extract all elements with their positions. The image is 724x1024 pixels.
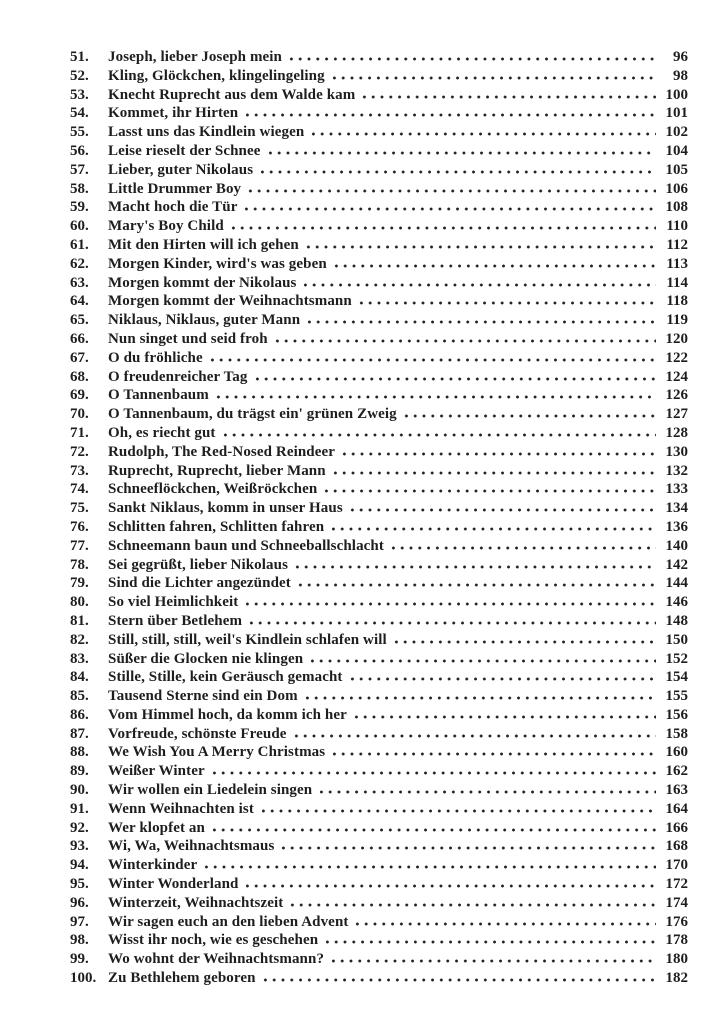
toc-entry-number: 85.	[70, 688, 89, 705]
toc-entry-title: Sankt Niklaus, komm in unser Haus	[108, 500, 343, 517]
toc-entry-page: 162	[665, 763, 688, 780]
dot-leader	[243, 602, 656, 606]
toc-row	[70, 387, 688, 406]
toc-entry-title: Wi, Wa, Weihnachtsmaus	[108, 838, 275, 855]
toc-row	[70, 444, 688, 463]
dot-leader	[305, 320, 656, 324]
toc-entry-number: 84.	[70, 669, 89, 686]
toc-entry-title: Vom Himmel hoch, da komm ich her	[108, 706, 347, 723]
toc-entry-number: 68.	[70, 368, 89, 385]
toc-entry-title: Kommet, ihr Hirten	[108, 105, 239, 122]
dot-leader	[242, 207, 656, 211]
toc-entry-page: 132	[665, 462, 688, 479]
toc-entry-page: 160	[665, 744, 688, 761]
toc-entry-page: 120	[665, 330, 688, 347]
toc-entry-number: 100.	[70, 970, 97, 987]
toc-row	[70, 613, 688, 632]
toc-entry-title: Morgen Kinder, wird's was geben	[108, 255, 327, 272]
dot-leader	[296, 583, 656, 587]
dot-leader	[348, 677, 656, 681]
toc-entry-title: Wo wohnt der Weihnachtsmann?	[108, 951, 325, 968]
toc-entry-title: O du fröhliche	[108, 349, 203, 366]
toc-entry-number: 77.	[70, 537, 89, 554]
toc-row	[70, 876, 688, 895]
toc-row	[70, 744, 688, 763]
toc-entry-page: 144	[665, 575, 688, 592]
toc-entry-page: 170	[665, 857, 688, 874]
toc-row	[70, 895, 688, 914]
toc-entry-number: 99.	[70, 951, 89, 968]
toc-entry-title: Knecht Ruprecht aus dem Walde kam	[108, 86, 356, 103]
toc-entry-title: Mit den Hirten will ich gehen	[108, 236, 299, 253]
toc-entry-title: Winter Wonderland	[108, 876, 239, 893]
toc-entry-title: Sei gegrüßt, lieber Nikolaus	[108, 556, 289, 573]
dot-leader	[279, 846, 656, 850]
toc-entry-title: Stille, Stille, kein Geräusch gemacht	[108, 669, 343, 686]
toc-entry-page: 119	[666, 312, 688, 329]
toc-entry-number: 65.	[70, 312, 89, 329]
toc-entry-title: Oh, es riecht gut	[108, 424, 216, 441]
toc-entry-title: O freudenreicher Tag	[108, 368, 248, 385]
dot-leader	[208, 358, 656, 362]
dot-leader	[402, 414, 656, 418]
toc-entry-page: 110	[666, 218, 688, 235]
dot-leader	[392, 640, 656, 644]
dot-leader	[329, 959, 656, 963]
dot-leader	[288, 903, 656, 907]
toc-row	[70, 105, 688, 124]
toc-entry-page: 106	[665, 180, 688, 197]
dot-leader	[301, 283, 656, 287]
toc-entry-number: 92.	[70, 819, 89, 836]
toc-row	[70, 256, 688, 275]
toc-entry-number: 56.	[70, 142, 89, 159]
dot-leader	[261, 978, 656, 982]
toc-entry-page: 126	[665, 387, 688, 404]
toc-row	[70, 481, 688, 500]
toc-row	[70, 951, 688, 970]
dot-leader	[308, 659, 656, 663]
toc-entry-number: 71.	[70, 424, 89, 441]
toc-entry-number: 97.	[70, 913, 89, 930]
toc-entry-page: 118	[666, 293, 688, 310]
toc-entry-page: 101	[665, 105, 688, 122]
toc-entry-number: 91.	[70, 800, 89, 817]
toc-entry-page: 96	[673, 49, 688, 65]
dot-leader	[357, 301, 656, 305]
toc-row	[70, 801, 688, 820]
toc-entry-title: Süßer die Glocken nie klingen	[108, 650, 304, 667]
toc-entry-title: Vorfreude, schönste Freude	[108, 725, 287, 742]
toc-entry-page: 174	[665, 894, 688, 911]
dot-leader	[210, 771, 656, 775]
toc-entry-page: 122	[665, 349, 688, 366]
toc-entry-title: We Wish You A Merry Christmas	[108, 744, 326, 761]
toc-entry-title: Rudolph, The Red-Nosed Reindeer	[108, 443, 336, 460]
dot-leader	[266, 151, 656, 155]
toc-row	[70, 820, 688, 839]
toc-row	[70, 331, 688, 350]
toc-entry-page: 150	[665, 631, 688, 648]
dot-leader	[210, 828, 656, 832]
toc-entry-number: 78.	[70, 556, 89, 573]
dot-leader	[340, 452, 656, 456]
dot-leader	[258, 170, 656, 174]
toc-row	[70, 49, 688, 68]
toc-entry-page: 148	[665, 612, 688, 629]
toc-entry-page: 136	[665, 518, 688, 535]
dot-leader	[322, 489, 656, 493]
toc-entry-page: 176	[665, 913, 688, 930]
toc-row	[70, 350, 688, 369]
toc-entry-page: 155	[665, 688, 688, 705]
toc-entry-page: 127	[665, 406, 688, 423]
toc-entry-title: Stern über Betlehem	[108, 612, 243, 629]
toc-entry-number: 70.	[70, 406, 89, 423]
dot-leader	[353, 922, 656, 926]
toc-entry-page: 100	[665, 86, 688, 103]
toc-row	[70, 594, 688, 613]
dot-leader	[309, 132, 656, 136]
toc-entry-number: 87.	[70, 725, 89, 742]
toc-entry-title: Mary's Boy Child	[108, 218, 224, 235]
dot-leader	[329, 527, 656, 531]
dot-leader	[360, 95, 656, 99]
toc-entry-title: Schneeflöckchen, Weißröckchen	[108, 481, 318, 498]
toc-entry-title: Winterkinder	[108, 857, 198, 874]
toc-row	[70, 688, 688, 707]
toc-entry-number: 96.	[70, 894, 89, 911]
dot-leader	[323, 940, 656, 944]
toc-entry-number: 72.	[70, 443, 89, 460]
toc-entry-number: 89.	[70, 763, 89, 780]
toc-entry-title: Leise rieselt der Schnee	[108, 142, 261, 159]
toc-row	[70, 838, 688, 857]
toc-entry-title: Sind die Lichter angezündet	[108, 575, 291, 592]
toc-row	[70, 970, 688, 989]
dot-leader	[287, 57, 656, 61]
toc-row	[70, 143, 688, 162]
toc-entry-title: O Tannenbaum, du trägst ein' grünen Zweig	[108, 406, 397, 423]
toc-entry-number: 53.	[70, 86, 89, 103]
toc-entry-page: 164	[665, 800, 688, 817]
toc-entry-title: Still, still, still, weil's Kindlein schlafen will	[108, 631, 387, 648]
dot-leader	[243, 113, 656, 117]
toc-row	[70, 500, 688, 519]
dot-leader	[247, 621, 656, 625]
toc-entry-number: 62.	[70, 255, 89, 272]
toc-row	[70, 632, 688, 651]
dot-leader	[303, 696, 656, 700]
toc-entry-page: 158	[665, 725, 688, 742]
toc-entry-title: So viel Heimlichkeit	[108, 594, 239, 611]
toc-entry-number: 74.	[70, 481, 89, 498]
toc-entry-page: 134	[665, 500, 688, 517]
toc-entry-page: 108	[665, 199, 688, 216]
toc-row	[70, 726, 688, 745]
toc-entry-page: 166	[665, 819, 688, 836]
dot-leader	[304, 245, 656, 249]
toc-entry-number: 80.	[70, 594, 89, 611]
toc-entry-number: 98.	[70, 932, 89, 949]
dot-leader	[253, 377, 656, 381]
toc-row	[70, 914, 688, 933]
toc-entry-title: Morgen kommt der Nikolaus	[108, 274, 297, 291]
toc-entry-page: 113	[666, 255, 688, 272]
toc-row	[70, 932, 688, 951]
toc-entry-page: 172	[665, 876, 688, 893]
toc-row	[70, 124, 688, 143]
toc-row	[70, 782, 688, 801]
dot-leader	[292, 734, 656, 738]
dot-leader	[293, 565, 656, 569]
toc-entry-number: 63.	[70, 274, 89, 291]
toc-entry-title: Joseph, lieber Joseph mein	[108, 49, 283, 65]
dot-leader	[259, 809, 656, 813]
toc-entry-title: Wir wollen ein Liedelein singen	[108, 782, 313, 799]
toc-entry-page: 146	[665, 594, 688, 611]
dot-leader	[202, 865, 656, 869]
toc-entry-number: 81.	[70, 612, 89, 629]
dot-leader	[317, 790, 656, 794]
toc-entry-number: 58.	[70, 180, 89, 197]
toc-row	[70, 538, 688, 557]
toc-entry-title: Morgen kommt der Weihnachtsmann	[108, 293, 352, 310]
toc-entry-page: 182	[665, 970, 688, 987]
toc-entry-page: 128	[665, 424, 688, 441]
toc-entry-page: 163	[665, 782, 688, 799]
toc-entry-page: 105	[665, 161, 688, 178]
toc-row	[70, 519, 688, 538]
toc-entry-number: 60.	[70, 218, 89, 235]
dot-leader	[330, 752, 656, 756]
toc-entry-title: Lasst uns das Kindlein wiegen	[108, 124, 305, 141]
toc-entry-title: Tausend Sterne sind ein Dom	[108, 688, 298, 705]
toc-entry-number: 90.	[70, 782, 89, 799]
dot-leader	[229, 226, 656, 230]
toc-entry-number: 83.	[70, 650, 89, 667]
toc-entry-title: Macht hoch die Tür	[108, 199, 238, 216]
toc-entry-page: 114	[666, 274, 688, 291]
toc-entry-title: Little Drummer Boy	[108, 180, 242, 197]
dot-leader	[273, 339, 656, 343]
table-of-contents	[70, 49, 688, 989]
toc-entry-title: Niklaus, Niklaus, guter Mann	[108, 312, 301, 329]
toc-row	[70, 406, 688, 425]
dot-leader	[243, 884, 656, 888]
toc-entry-title: Nun singet und seid froh	[108, 330, 268, 347]
dot-leader	[221, 433, 656, 437]
toc-entry-number: 59.	[70, 199, 89, 216]
toc-row	[70, 463, 688, 482]
toc-entry-number: 69.	[70, 387, 89, 404]
toc-row	[70, 763, 688, 782]
toc-entry-page: 154	[665, 669, 688, 686]
toc-entry-page: 133	[665, 481, 688, 498]
toc-row	[70, 557, 688, 576]
toc-row	[70, 199, 688, 218]
toc-entry-number: 51.	[70, 49, 89, 65]
toc-entry-page: 152	[665, 650, 688, 667]
toc-row	[70, 651, 688, 670]
toc-entry-title: Schlitten fahren, Schlitten fahren	[108, 518, 325, 535]
dot-leader	[389, 546, 656, 550]
toc-entry-title: Lieber, guter Nikolaus	[108, 161, 254, 178]
toc-entry-title: Wisst ihr noch, wie es geschehen	[108, 932, 319, 949]
toc-row	[70, 669, 688, 688]
dot-leader	[332, 264, 656, 268]
toc-entry-title: Wenn Weihnachten ist	[108, 800, 254, 817]
toc-entry-number: 82.	[70, 631, 89, 648]
toc-entry-page: 140	[665, 537, 688, 554]
toc-row	[70, 237, 688, 256]
toc-entry-number: 86.	[70, 706, 89, 723]
toc-entry-number: 93.	[70, 838, 89, 855]
toc-entry-title: Wir sagen euch an den lieben Advent	[108, 913, 349, 930]
dot-leader	[330, 76, 656, 80]
dot-leader	[352, 715, 656, 719]
toc-entry-number: 79.	[70, 575, 89, 592]
toc-row	[70, 87, 688, 106]
dot-leader	[331, 471, 656, 475]
toc-entry-number: 73.	[70, 462, 89, 479]
toc-row	[70, 369, 688, 388]
toc-row	[70, 275, 688, 294]
toc-row	[70, 181, 688, 200]
toc-entry-number: 64.	[70, 293, 89, 310]
toc-entry-number: 88.	[70, 744, 89, 761]
dot-leader	[348, 508, 656, 512]
toc-entry-number: 57.	[70, 161, 89, 178]
toc-entry-page: 130	[665, 443, 688, 460]
toc-entry-page: 104	[665, 142, 688, 159]
toc-entry-title: Schneemann baun und Schneeballschlacht	[108, 537, 384, 554]
toc-entry-title: Kling, Glöckchen, klingelingeling	[108, 67, 325, 84]
toc-entry-page: 178	[665, 932, 688, 949]
toc-entry-page: 156	[665, 706, 688, 723]
toc-entry-number: 95.	[70, 876, 89, 893]
toc-entry-page: 168	[665, 838, 688, 855]
toc-row	[70, 218, 688, 237]
toc-entry-number: 52.	[70, 67, 89, 84]
toc-row	[70, 707, 688, 726]
toc-entry-page: 142	[665, 556, 688, 573]
toc-entry-number: 55.	[70, 124, 89, 141]
toc-entry-page: 98	[673, 67, 688, 84]
toc-entry-number: 67.	[70, 349, 89, 366]
toc-row	[70, 312, 688, 331]
toc-entry-number: 76.	[70, 518, 89, 535]
toc-row	[70, 857, 688, 876]
toc-entry-number: 94.	[70, 857, 89, 874]
toc-entry-page: 180	[665, 951, 688, 968]
toc-entry-title: Weißer Winter	[108, 763, 205, 780]
toc-entry-number: 66.	[70, 330, 89, 347]
toc-entry-title: Zu Bethlehem geboren	[108, 970, 256, 987]
toc-entry-number: 75.	[70, 500, 89, 517]
toc-entry-number: 54.	[70, 105, 89, 122]
toc-row	[70, 162, 688, 181]
toc-entry-number: 61.	[70, 236, 89, 253]
toc-row	[70, 575, 688, 594]
toc-entry-page: 112	[666, 236, 688, 253]
toc-row	[70, 425, 688, 444]
toc-row	[70, 68, 688, 87]
toc-entry-page: 102	[665, 124, 688, 141]
toc-entry-title: O Tannenbaum	[108, 387, 209, 404]
toc-entry-title: Ruprecht, Ruprecht, lieber Mann	[108, 462, 326, 479]
toc-row	[70, 293, 688, 312]
dot-leader	[214, 395, 656, 399]
dot-leader	[246, 189, 656, 193]
toc-entry-title: Winterzeit, Weihnachtszeit	[108, 894, 284, 911]
toc-entry-title: Wer klopfet an	[108, 819, 205, 836]
toc-entry-page: 124	[665, 368, 688, 385]
